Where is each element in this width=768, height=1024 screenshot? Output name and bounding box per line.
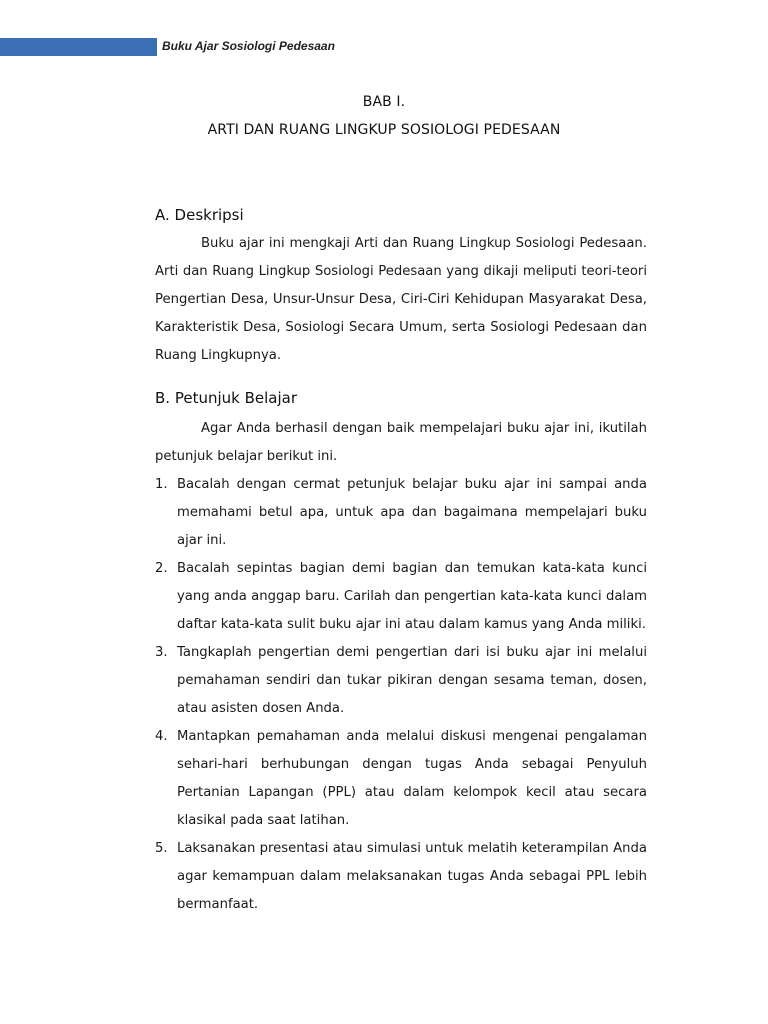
list-item-text: Bacalah dengan cermat petunjuk belajar buku ajar ini sampai anda memahami betul apa, untuk apa dan bagaimana mempelajari buku ajar ini.: [177, 477, 647, 548]
list-item-text: Tangkaplah pengertian demi pengertian dari isi buku ajar ini melalui pemahaman sendiri dan tukar pikiran dengan sesama teman, dosen, atau asisten dosen Anda.: [177, 645, 647, 716]
section-heading-deskripsi: A. Deskripsi: [155, 206, 244, 224]
list-item-number: 4.: [155, 729, 168, 744]
list-item-text: Laksanakan presentasi atau simulasi untuk melatih keterampilan Anda agar kemampuan dalam melaksanakan tugas Anda sebagai PPL lebih bermanfaat.: [177, 841, 647, 912]
list-item-number: 1.: [155, 477, 168, 492]
list-item: [155, 639, 647, 723]
header-divider: [155, 38, 157, 56]
list-item: [155, 471, 647, 555]
chapter-number: BAB I.: [362, 94, 406, 110]
instruction-list: [155, 471, 647, 919]
running-header-title: Buku Ajar Sosiologi Pedesaan: [162, 39, 335, 53]
list-item-text: Bacalah sepintas bagian demi bagian dan temukan kata-kata kunci yang anda anggap baru. Carilah dan pengertian kata-kata kunci dalam daftar kata-kata sulit buku ajar ini atau dalam kamus yang Anda miliki.: [177, 561, 647, 632]
section-paragraph-petunjuk-belajar: Agar Anda berhasil dengan baik mempelajari buku ajar ini, ikutilah petunjuk belajar berikut ini.: [155, 421, 647, 464]
header-accent-bar: [0, 38, 155, 56]
list-item: [155, 723, 647, 835]
list-item-number: 5.: [155, 841, 168, 856]
list-item: [155, 555, 647, 639]
list-item-number: 3.: [155, 645, 168, 660]
section-paragraph-deskripsi: Buku ajar ini mengkaji Arti dan Ruang Lingkup Sosiologi Pedesaan. Arti dan Ruang Lingkup Sosiologi Pedesaan yang dikaji meliputi teori-teori Pengertian Desa, Unsur-Unsur Desa, Ciri-Ciri Kehidupan Masyarakat Desa, Karakteristik Desa, Sosiologi Secara Umum, serta Sosiologi Pedesaan dan Ruang Lingkupnya.: [155, 236, 647, 363]
chapter-title: ARTI DAN RUANG LINGKUP SOSIOLOGI PEDESAAN: [207, 122, 561, 138]
list-item-text: Mantapkan pemahaman anda melalui diskusi mengenai pengalaman sehari-hari berhubungan dengan tugas Anda sebagai Penyuluh Pertanian Lapangan (PPL) atau dalam kelompok kecil atau secara klasikal pada saat latihan.: [177, 729, 647, 828]
section-heading-petunjuk-belajar: B. Petunjuk Belajar: [155, 389, 297, 407]
list-item: [155, 835, 647, 919]
list-item-number: 2.: [155, 561, 168, 576]
